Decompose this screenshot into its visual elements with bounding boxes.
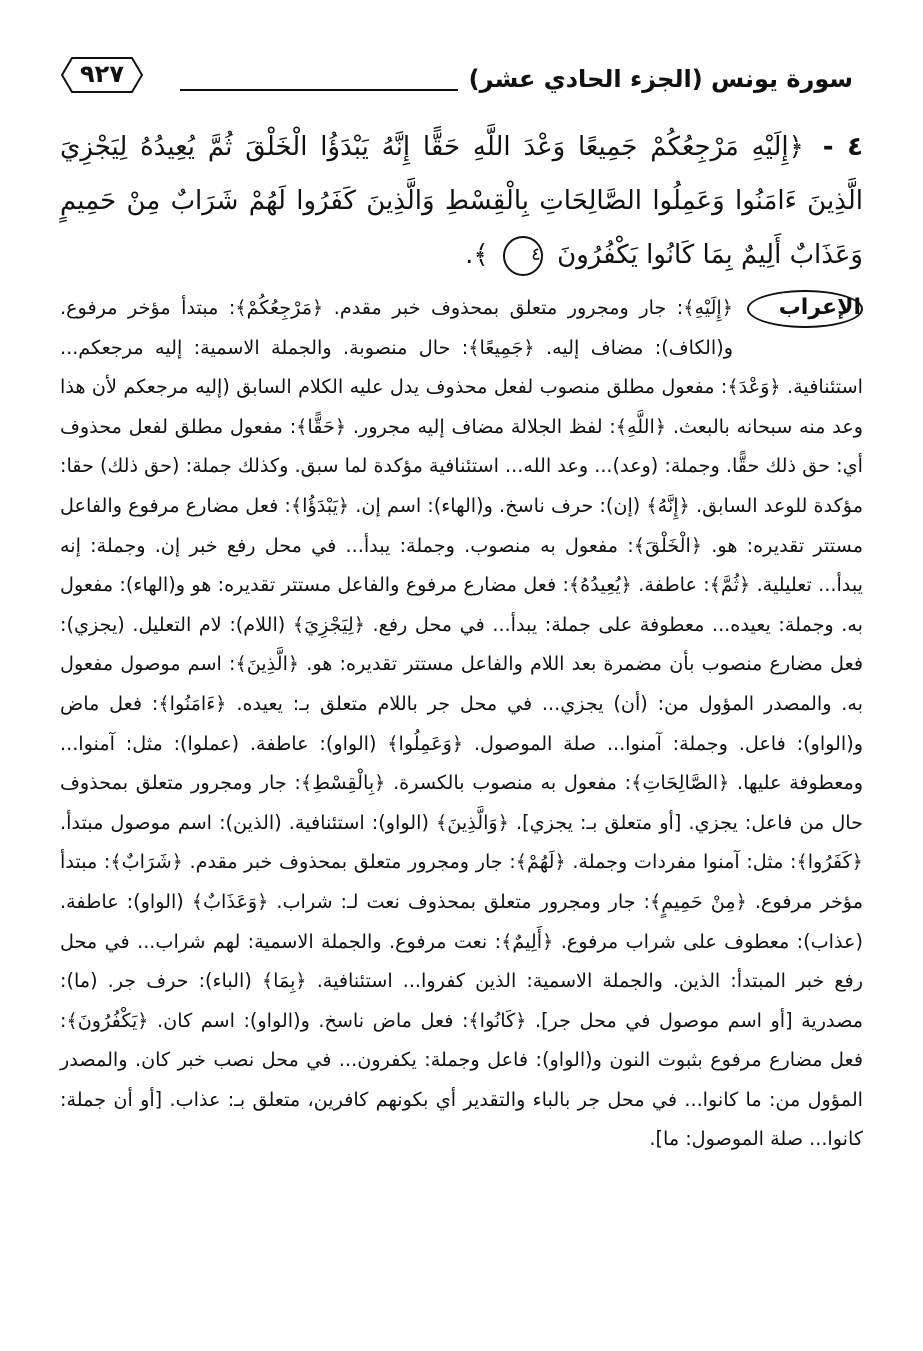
page-number-frame [60,55,144,95]
header-rule [180,89,458,91]
irab-label: الإعراب [747,290,863,328]
irab-section [60,288,863,1328]
verse-closing: ﴾. [465,240,489,270]
page-number: ٩٢٧ [80,60,124,88]
surah-part-title: سورة يونس (الجزء الحادي عشر) [468,65,853,93]
irab-text: ﴿إِلَيْهِ﴾: جار ومجرور متعلق بمحذوف خبر مقدم. ﴿مَرْجِعُكُمْ﴾: مبتدأ مؤخر مرفوع. و(الكاف): مضاف إليه. ﴿جَمِيعًا﴾: حال منصوبة. والجملة الاسمية: إليه مرجعكم... استئنافية. ﴿وَعْدَ﴾: مفعول مطلق منصوب لفعل محذوف يدل عليه الكلام السابق (إليه مرجعكم لأن هذا وعد منه سبحانه بالبعث. ﴿اللَّهِ﴾: لفظ الجلالة مضاف إليه مجرور. ﴿حَقًّا﴾: مفعول مطلق لفعل محذوف أي: حق ذلك حقًّا. وجملة: (وعد)... وعد الله... استئنافية مؤكدة لما سبق. وكذلك جملة: (حق ذلك) حقا: مؤكدة للوعد السابق. ﴿إِنَّهُ﴾ (إن): حرف ناسخ. و(الهاء): اسم إن. ﴿يَبْدَؤُا﴾: فعل مضارع مرفوع والفاعل مستتر تقديره: هو. ﴿الْخَلْقَ﴾: مفعول به منصوب. وجملة: يبدأ... في محل رفع خبر إن. وجملة: إنه يبدأ... تعليلية. ﴿ثُمَّ﴾: عاطفة. ﴿يُعِيدُهُ﴾: فعل مضارع مرفوع والفاعل مستتر تقديره: هو و(الهاء): مفعول به. وجملة: يعيده... معطوفة على جملة: يبدأ... في محل رفع. ﴿لِيَجْزِيَ﴾ (اللام): لام التعليل. (يجزي): فعل مضارع منصوب بأن مضمرة بعد اللام والفاعل مستتر تقديره: هو. ﴿الَّذِينَ﴾: اسم موصول مفعول به. والمصدر المؤول من: (أن) يجزي... في محل جر باللام متعلق بـ: يعيده. ﴿ءَامَنُوا﴾: فعل ماض و(الواو): فاعل. وجملة: آمنوا... صلة الموصول. ﴿وَعَمِلُوا﴾ (الواو): عاطفة. (عملوا): مثل: آمنوا... ومعطوفة عليها. ﴿الصَّالِحَاتِ﴾: مفعول به منصوب بالكسرة. ﴿بِالْقِسْطِ﴾: جار ومجرور متعلق بمحذوف حال من فاعل: يجزي. [أو متعلق بـ: يجزي]. ﴿وَالَّذِينَ﴾ (الواو): استئنافية. (الذين): اسم موصول مبتدأ. ﴿كَفَرُوا﴾: مثل: آمنوا مفردات وجملة. ﴿لَهُمْ﴾: جار ومجرور متعلق بمحذوف خبر مقدم. ﴿شَرَابٌ﴾: مبتدأ مؤخر مرفوع. ﴿مِنْ حَمِيمٍ﴾: جار ومجرور متعلق بمحذوف نعت لـ: شراب. ﴿وَعَذَابٌ﴾ (الواو): عاطفة. (عذاب): معطوف على شراب مرفوع. ﴿أَلِيمٌ﴾: نعت مرفوع. والجملة الاسمية: لهم شراب... في محل رفع خبر المبتدأ: الذين. والجملة الاسمية: الذين كفروا... استئنافية. ﴿بِمَا﴾ (الباء): حرف جر. (ما): مصدرية [أو اسم موصول في محل جر]. ﴿كَانُوا﴾: فعل ماض ناسخ. و(الواو): اسم كان. ﴿يَكْفُرُونَ﴾: فعل مضارع مرفوع بثبوت النون و(الواو): فاعل وجملة: يكفرون... في محل نصب خبر كان. والمصدر المؤول من: ما كانوا... في محل جر بالباء والتقدير أي بكونهم كافرين، متعلق بـ: عذاب. [أو أن جملة: كانوا... صلة الموصول: ما]. [60,296,863,1151]
verse-number: ٤ - [822,132,864,162]
ayah-end-marker: ٤ [503,236,543,276]
quran-verse [60,120,863,282]
verse-text: ﴿إِلَيْهِ مَرْجِعُكُمْ جَمِيعًا وَعْدَ اللَّهِ حَقًّا إِنَّهُ يَبْدَؤُا الْخَلْقَ ثُمَّ يُعِيدُهُ لِيَجْزِيَ الَّذِينَ ءَامَنُوا وَعَمِلُوا الصَّالِحَاتِ بِالْقِسْطِ وَالَّذِينَ كَفَرُوا لَهُمْ شَرَابٌ مِنْ حَمِيمٍ وَعَذَابٌ أَلِيمٌ بِمَا كَانُوا يَكْفُرُونَ [60,132,863,270]
page-header [60,55,853,105]
